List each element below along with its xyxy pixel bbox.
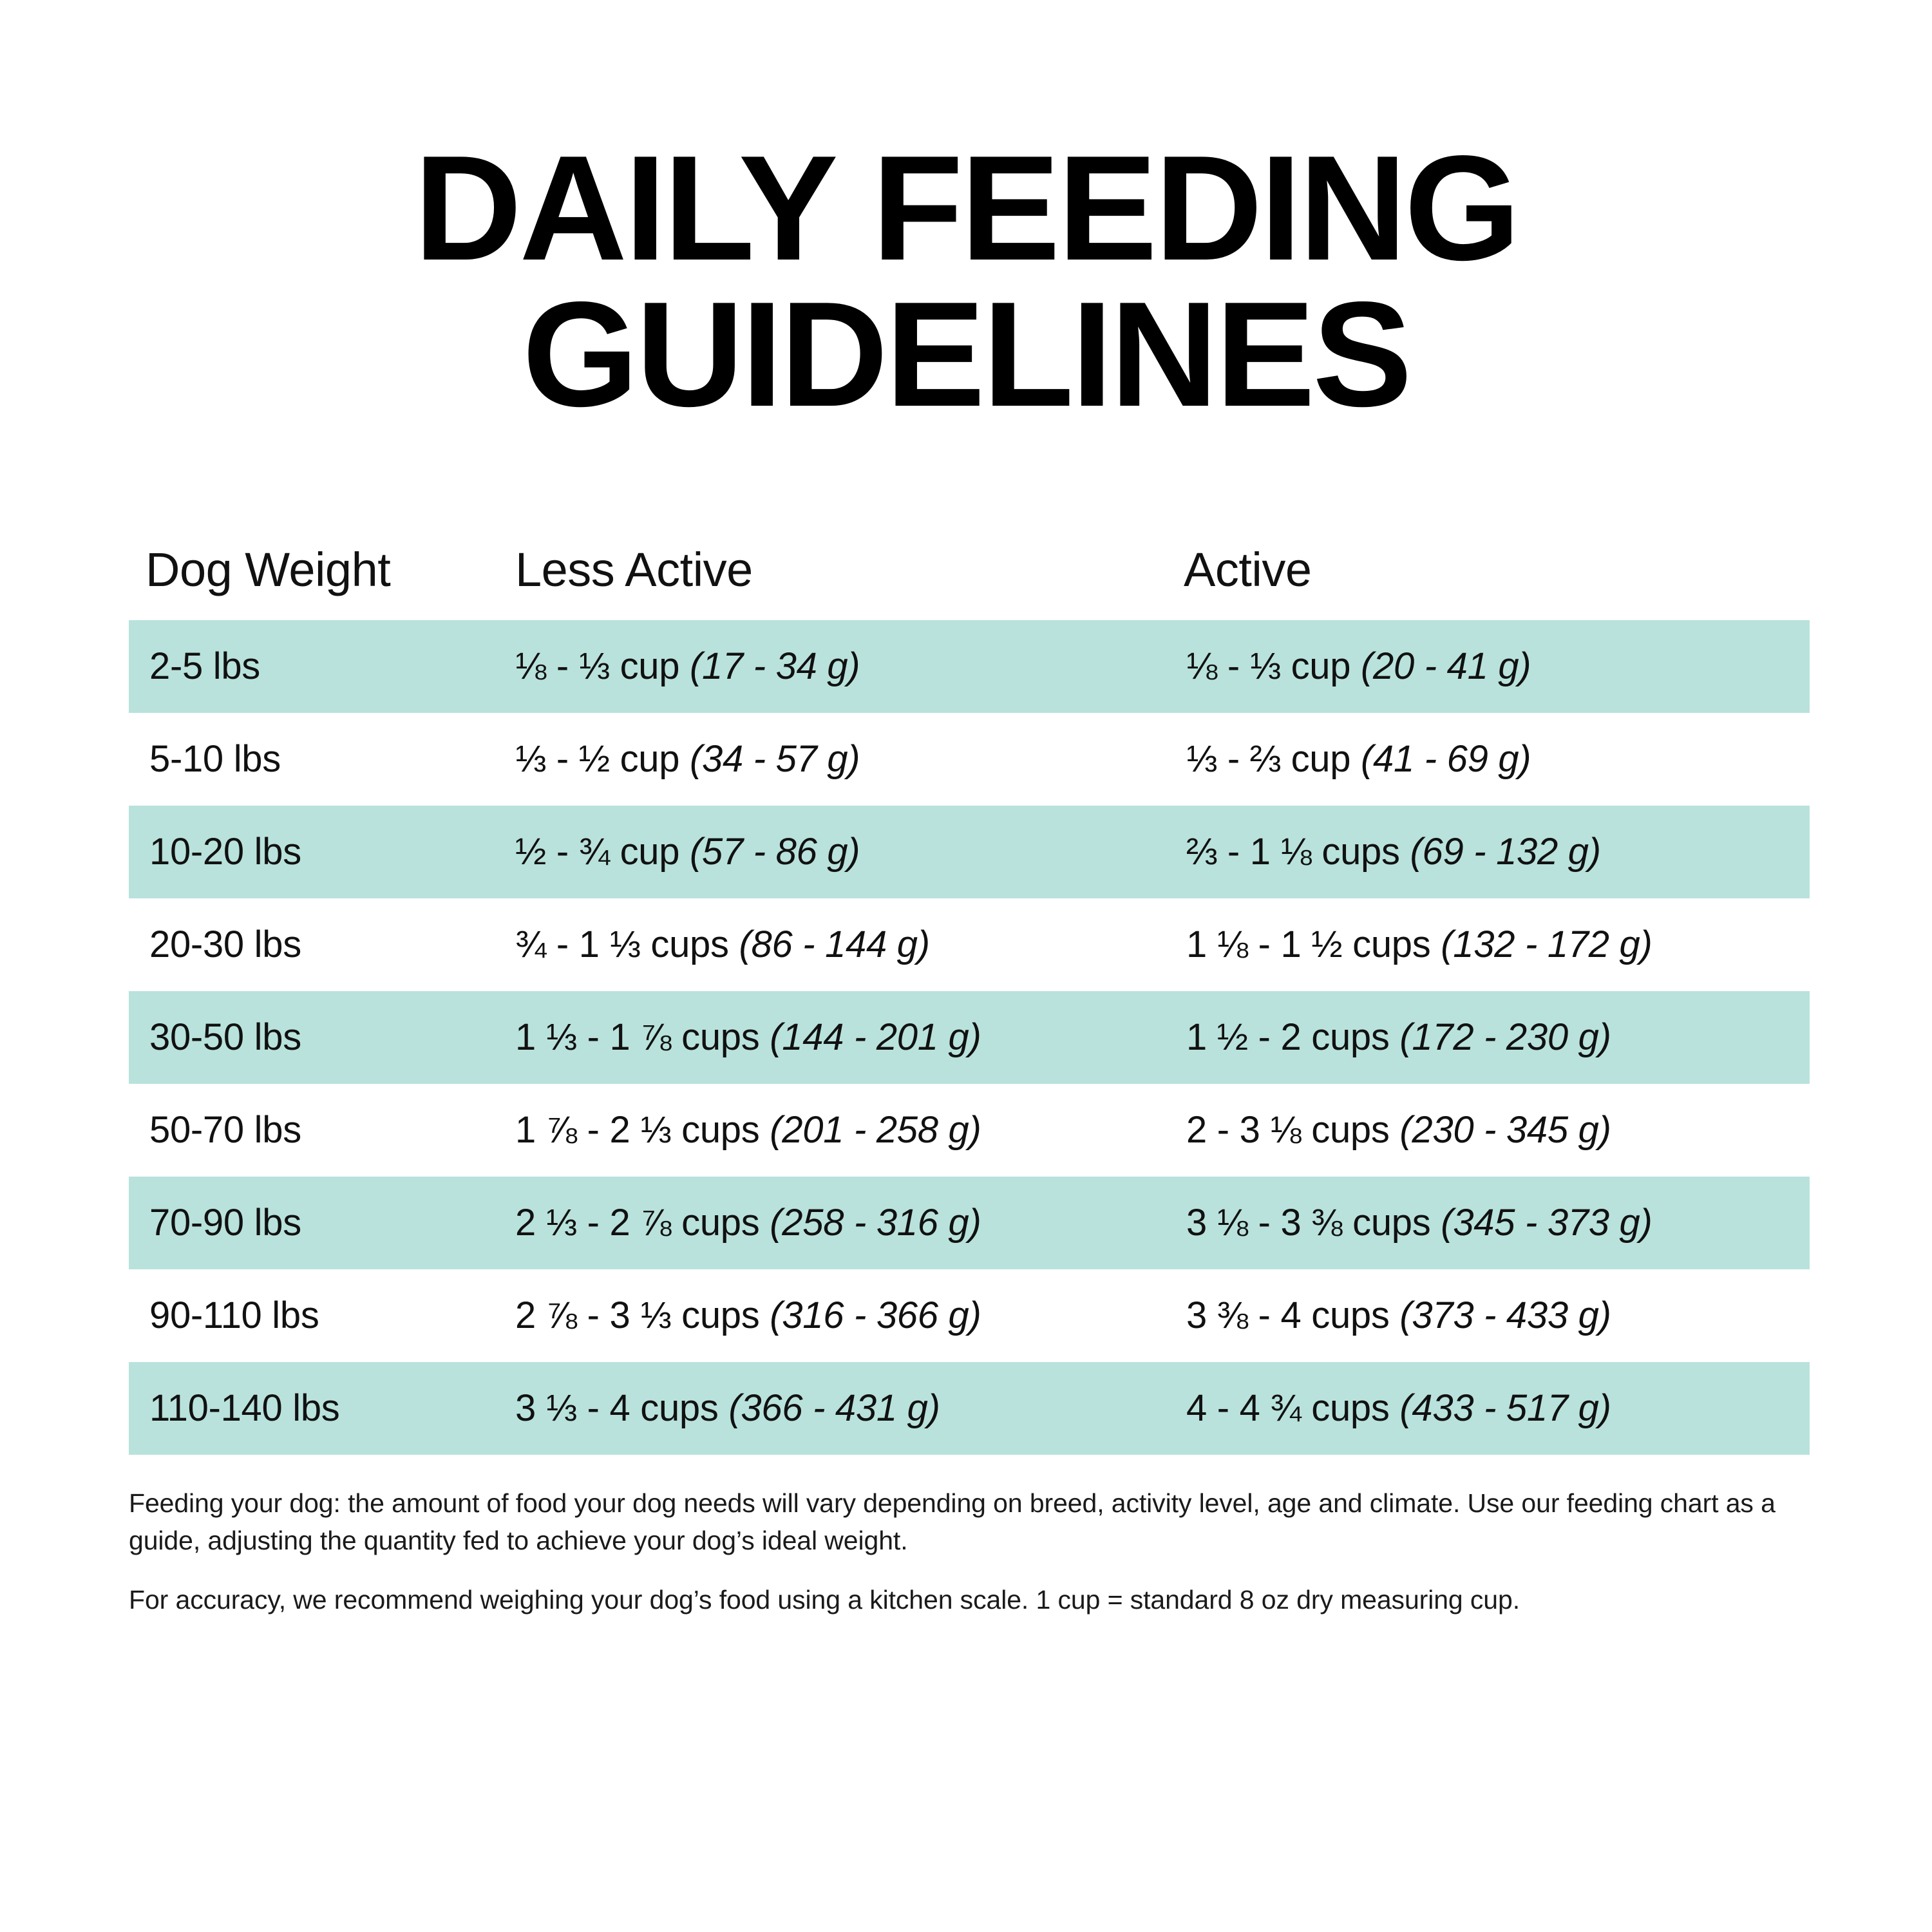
cell-active (1172, 923, 1810, 966)
page-title-line-1: DAILY FEEDING (413, 125, 1519, 292)
cell-active (1172, 1108, 1810, 1151)
page-title (193, 0, 1739, 439)
cell-less-active (515, 1016, 1172, 1059)
cell-less-active-cups: 3 ⅓ - 4 cups (515, 1387, 719, 1430)
table-row (129, 1084, 1810, 1177)
cell-less-active-cups: 2 ⅞ - 3 ⅓ cups (515, 1294, 760, 1337)
cell-less-active-cups: ¾ - 1 ⅓ cups (515, 923, 729, 966)
notes-section (129, 1484, 1810, 1619)
note-accuracy-guidance: For accuracy, we recommend weighing your dog’s food using a kitchen scale. 1 cup = standard 8 oz dry measuring cup. (129, 1585, 1520, 1615)
table-row (129, 898, 1810, 991)
cell-dog-weight: 2-5 lbs (149, 645, 260, 688)
cell-dog-weight: 90-110 lbs (149, 1294, 319, 1337)
cell-active-cups: ⅓ - ⅔ cup (1186, 738, 1351, 781)
cell-active-grams: (41 - 69 g) (1361, 738, 1531, 781)
cell-less-active-cups: ⅛ - ⅓ cup (515, 645, 680, 688)
cell-less-active (515, 923, 1172, 966)
cell-active-cups: 3 ⅛ - 3 ⅜ cups (1186, 1202, 1431, 1244)
cell-less-active (515, 645, 1172, 688)
cell-less-active-cups: 1 ⅞ - 2 ⅓ cups (515, 1109, 760, 1151)
table-row (129, 713, 1810, 806)
table-row (129, 1177, 1810, 1269)
cell-less-active-grams: (316 - 366 g) (770, 1294, 981, 1337)
cell-active (1172, 737, 1810, 781)
cell-dog-weight: 70-90 lbs (149, 1202, 301, 1244)
cell-less-active-grams: (86 - 144 g) (739, 923, 930, 966)
column-header-active: Active (1184, 543, 1312, 597)
cell-less-active (515, 1387, 1172, 1430)
cell-active (1172, 645, 1810, 688)
feeding-table (129, 531, 1810, 1455)
cell-active (1172, 1201, 1810, 1244)
cell-active-grams: (69 - 132 g) (1410, 831, 1601, 873)
cell-less-active-cups: 1 ⅓ - 1 ⅞ cups (515, 1016, 760, 1059)
cell-less-active (515, 1201, 1172, 1244)
cell-less-active-grams: (34 - 57 g) (690, 738, 860, 781)
cell-dog-weight: 10-20 lbs (149, 831, 301, 873)
table-row (129, 1362, 1810, 1455)
cell-active-grams: (345 - 373 g) (1441, 1202, 1653, 1244)
cell-active-cups: 1 ⅛ - 1 ½ cups (1186, 923, 1431, 966)
cell-less-active (515, 1108, 1172, 1151)
cell-active-cups: ⅔ - 1 ⅛ cups (1186, 831, 1400, 873)
cell-active-grams: (373 - 433 g) (1399, 1294, 1611, 1337)
cell-active-cups: 1 ½ - 2 cups (1186, 1016, 1390, 1059)
cell-active (1172, 1294, 1810, 1337)
cell-active (1172, 1387, 1810, 1430)
table-row (129, 806, 1810, 898)
column-header-dog-weight: Dog Weight (146, 543, 391, 597)
cell-active-cups: 4 - 4 ¾ cups (1186, 1387, 1390, 1430)
cell-active-grams: (230 - 345 g) (1399, 1109, 1611, 1151)
cell-dog-weight: 5-10 lbs (149, 738, 281, 781)
cell-active (1172, 1016, 1810, 1059)
cell-less-active-cups: 2 ⅓ - 2 ⅞ cups (515, 1202, 760, 1244)
cell-dog-weight: 20-30 lbs (149, 923, 301, 966)
cell-less-active-grams: (366 - 431 g) (728, 1387, 940, 1430)
cell-less-active-grams: (144 - 201 g) (770, 1016, 981, 1059)
cell-less-active-grams: (57 - 86 g) (690, 831, 860, 873)
table-row (129, 1269, 1810, 1362)
cell-less-active-grams: (258 - 316 g) (770, 1202, 981, 1244)
cell-less-active-cups: ⅓ - ½ cup (515, 738, 680, 781)
cell-less-active-grams: (201 - 258 g) (770, 1109, 981, 1151)
cell-active-grams: (172 - 230 g) (1399, 1016, 1611, 1059)
table-row (129, 620, 1810, 713)
table-row (129, 991, 1810, 1084)
page-title-line-2: GUIDELINES (522, 271, 1410, 439)
cell-less-active-grams: (17 - 34 g) (690, 645, 860, 688)
cell-active-cups: ⅛ - ⅓ cup (1186, 645, 1351, 688)
cell-less-active-cups: ½ - ¾ cup (515, 831, 680, 873)
cell-active-cups: 2 - 3 ⅛ cups (1186, 1109, 1390, 1151)
cell-active (1172, 830, 1810, 873)
cell-active-grams: (433 - 517 g) (1399, 1387, 1611, 1430)
cell-less-active (515, 737, 1172, 781)
note-feeding-guidance: Feeding your dog: the amount of food your dog needs will vary depending on breed, activity level, age and climate. Use our feeding chart as a guide, adjusting the quantity fed to achieve your dog’s ideal weight. (129, 1488, 1776, 1555)
cell-active-grams: (132 - 172 g) (1441, 923, 1653, 966)
cell-less-active (515, 1294, 1172, 1337)
column-header-less-active: Less Active (515, 543, 753, 597)
table-header-row (129, 531, 1810, 609)
cell-active-grams: (20 - 41 g) (1361, 645, 1531, 688)
cell-dog-weight: 50-70 lbs (149, 1109, 301, 1151)
cell-dog-weight: 110-140 lbs (149, 1387, 340, 1430)
cell-dog-weight: 30-50 lbs (149, 1016, 301, 1059)
cell-less-active (515, 830, 1172, 873)
cell-active-cups: 3 ⅜ - 4 cups (1186, 1294, 1390, 1337)
